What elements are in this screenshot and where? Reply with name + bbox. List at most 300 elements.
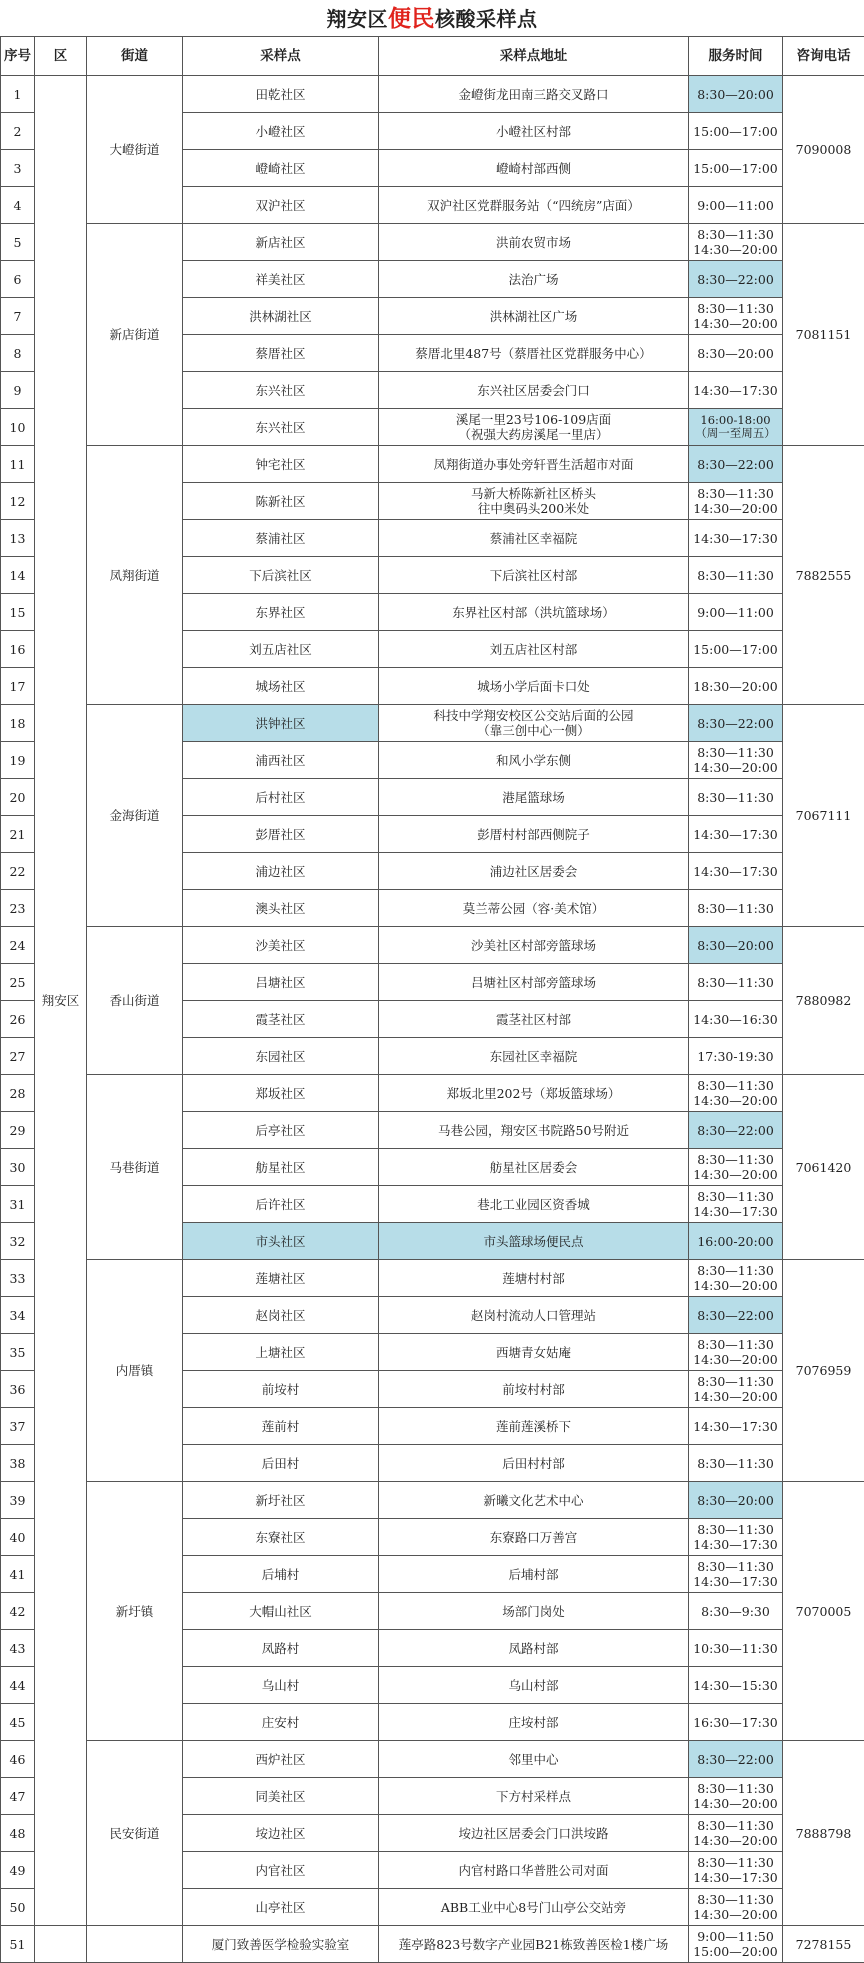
sampling-point: 彭厝社区 [183, 816, 379, 853]
sampling-point: 后田村 [183, 1445, 379, 1482]
time-line: 8:30—11:30 [691, 1456, 780, 1471]
address-line: 城场小学后面卡口处 [381, 679, 686, 694]
sampling-address [379, 1778, 689, 1815]
row-number: 47 [1, 1778, 35, 1815]
street-cell: 新店街道 [87, 224, 183, 446]
sampling-point: 东寮社区 [183, 1519, 379, 1556]
sampling-table [0, 36, 864, 1963]
sampling-point: 莲塘社区 [183, 1260, 379, 1297]
street-cell: 民安街道 [87, 1741, 183, 1926]
time-line: 8:30—11:30 [691, 1189, 780, 1204]
service-time [689, 594, 783, 631]
service-time [689, 816, 783, 853]
row-number: 3 [1, 150, 35, 187]
row-number: 11 [1, 446, 35, 483]
address-line: （靠三创中心一侧） [381, 723, 686, 738]
sampling-point: 后亭社区 [183, 1112, 379, 1149]
service-time [689, 1260, 783, 1297]
time-line: 14:30—17:30 [691, 864, 780, 879]
row-number: 15 [1, 594, 35, 631]
address-line: 洪前农贸市场 [381, 235, 686, 250]
sampling-address [379, 742, 689, 779]
time-line: 14:30—20:00 [691, 1093, 780, 1108]
sampling-address [379, 113, 689, 150]
time-line: 8:30—11:30 [691, 486, 780, 501]
address-line: 赵岗村流动人口管理站 [381, 1308, 686, 1323]
service-time [689, 1371, 783, 1408]
address-line: 刘五店社区村部 [381, 642, 686, 657]
row-number: 42 [1, 1593, 35, 1630]
row-number: 10 [1, 409, 35, 446]
sampling-point: 上塘社区 [183, 1334, 379, 1371]
phone-cell: 7882555 [783, 446, 864, 705]
time-line: 8:30—22:00 [691, 1123, 780, 1138]
sampling-point: 嶝崎社区 [183, 150, 379, 187]
time-line: 9:00—11:00 [691, 605, 780, 620]
address-line: 彭厝村村部西侧院子 [381, 827, 686, 842]
row-number: 41 [1, 1556, 35, 1593]
row-number: 14 [1, 557, 35, 594]
address-line: 莲亭路823号数字产业园B21栋致善医检1楼广场 [381, 1937, 686, 1952]
phone-cell: 7888798 [783, 1741, 864, 1926]
street-cell: 马巷街道 [87, 1075, 183, 1260]
street-cell: 大嶝街道 [87, 76, 183, 224]
address-line: 垵边社区居委会门口洪垵路 [381, 1826, 686, 1841]
service-time [689, 1482, 783, 1519]
sampling-address [379, 1889, 689, 1926]
time-line: 8:30—11:30 [691, 301, 780, 316]
sampling-point: 洪钟社区 [183, 705, 379, 742]
address-line: 莲塘村村部 [381, 1271, 686, 1286]
sampling-address [379, 372, 689, 409]
sampling-address [379, 446, 689, 483]
sampling-address [379, 1593, 689, 1630]
sampling-address [379, 779, 689, 816]
row-number: 28 [1, 1075, 35, 1112]
title-suffix: 核酸采样点 [435, 7, 538, 31]
sampling-point: 澳头社区 [183, 890, 379, 927]
table-row [1, 446, 864, 483]
address-line: 舫星社区居委会 [381, 1160, 686, 1175]
address-line: 金嶝街龙田南三路交叉路口 [381, 87, 686, 102]
time-line: 15:00—20:00 [691, 1944, 780, 1959]
sampling-address [379, 483, 689, 520]
address-line: 新曦文化艺术中心 [381, 1493, 686, 1508]
header-time: 服务时间 [689, 37, 783, 76]
time-line: 14:30—17:30 [691, 827, 780, 842]
time-line: 8:30—11:30 [691, 1781, 780, 1796]
header-address: 采样点地址 [379, 37, 689, 76]
row-number: 20 [1, 779, 35, 816]
address-line: ABB工业中心8号门山亭公交站旁 [381, 1900, 686, 1915]
service-time [689, 1334, 783, 1371]
sampling-address [379, 1667, 689, 1704]
header-street: 街道 [87, 37, 183, 76]
sampling-point: 乌山村 [183, 1667, 379, 1704]
sampling-address [379, 668, 689, 705]
sampling-point: 洪林湖社区 [183, 298, 379, 335]
address-line: 凤翔街道办事处旁轩晋生活超市对面 [381, 457, 686, 472]
time-line: 8:30—20:00 [691, 938, 780, 953]
address-line: 法治广场 [381, 272, 686, 287]
sampling-point: 山亭社区 [183, 1889, 379, 1926]
service-time [689, 1778, 783, 1815]
service-time [689, 150, 783, 187]
sampling-point: 后埔村 [183, 1556, 379, 1593]
time-line: 16:00-20:00 [691, 1234, 780, 1249]
header-point: 采样点 [183, 37, 379, 76]
sampling-point: 东兴社区 [183, 409, 379, 446]
sampling-address [379, 816, 689, 853]
street-cell: 凤翔街道 [87, 446, 183, 705]
time-line: 8:30—11:30 [691, 568, 780, 583]
table-row [1, 1926, 864, 1963]
time-line: 14:30—20:00 [691, 1278, 780, 1293]
sampling-address [379, 1075, 689, 1112]
row-number: 4 [1, 187, 35, 224]
service-time [689, 298, 783, 335]
service-time [689, 742, 783, 779]
time-line: 14:30—20:00 [691, 501, 780, 516]
service-time [689, 964, 783, 1001]
time-line: 8:30—22:00 [691, 272, 780, 287]
address-line: 港尾篮球场 [381, 790, 686, 805]
sampling-point: 大帽山社区 [183, 1593, 379, 1630]
row-number: 39 [1, 1482, 35, 1519]
sampling-point: 浦边社区 [183, 853, 379, 890]
time-line: 8:30—9:30 [691, 1604, 780, 1619]
service-time [689, 1297, 783, 1334]
time-line: 8:30—11:30 [691, 1855, 780, 1870]
address-line: 霞茎社区村部 [381, 1012, 686, 1027]
time-line: 8:30—11:30 [691, 1078, 780, 1093]
row-number: 34 [1, 1297, 35, 1334]
row-number: 6 [1, 261, 35, 298]
sampling-point: 霞茎社区 [183, 1001, 379, 1038]
time-line: 8:30—11:30 [691, 975, 780, 990]
sampling-address [379, 1112, 689, 1149]
service-time [689, 224, 783, 261]
service-time [689, 1408, 783, 1445]
table-header-row [1, 37, 864, 76]
row-number: 48 [1, 1815, 35, 1852]
row-number: 26 [1, 1001, 35, 1038]
sampling-address [379, 1408, 689, 1445]
row-number: 49 [1, 1852, 35, 1889]
time-line: 8:30—22:00 [691, 457, 780, 472]
row-number: 36 [1, 1371, 35, 1408]
service-time [689, 1815, 783, 1852]
service-time [689, 1519, 783, 1556]
sampling-point: 吕塘社区 [183, 964, 379, 1001]
sampling-address [379, 853, 689, 890]
sampling-point: 双沪社区 [183, 187, 379, 224]
time-line: 8:30—11:30 [691, 1522, 780, 1537]
time-line: 14:30—15:30 [691, 1678, 780, 1693]
sampling-point: 垵边社区 [183, 1815, 379, 1852]
time-line: 17:30-19:30 [691, 1049, 780, 1064]
row-number: 12 [1, 483, 35, 520]
service-time [689, 446, 783, 483]
row-number: 29 [1, 1112, 35, 1149]
address-line: 内官村路口华普胜公司对面 [381, 1863, 686, 1878]
row-number: 35 [1, 1334, 35, 1371]
row-number: 40 [1, 1519, 35, 1556]
sampling-point: 沙美社区 [183, 927, 379, 964]
sampling-point: 新店社区 [183, 224, 379, 261]
sampling-address [379, 298, 689, 335]
sampling-address [379, 927, 689, 964]
row-number: 43 [1, 1630, 35, 1667]
service-time [689, 1186, 783, 1223]
address-line: 场部门岗处 [381, 1604, 686, 1619]
service-time [689, 631, 783, 668]
time-line: 8:30—11:30 [691, 1559, 780, 1574]
phone-cell: 7081151 [783, 224, 864, 446]
time-line: 8:30—11:30 [691, 227, 780, 242]
sampling-address [379, 1630, 689, 1667]
header-no: 序号 [1, 37, 35, 76]
service-time [689, 1149, 783, 1186]
time-line: 9:00—11:50 [691, 1929, 780, 1944]
sampling-point: 后村社区 [183, 779, 379, 816]
sampling-point: 小嶝社区 [183, 113, 379, 150]
sampling-address [379, 1852, 689, 1889]
time-line: 9:00—11:00 [691, 198, 780, 213]
time-line: 8:30—22:00 [691, 1308, 780, 1323]
row-number: 50 [1, 1889, 35, 1926]
header-district: 区 [35, 37, 87, 76]
time-line: 15:00—17:00 [691, 642, 780, 657]
time-line: 14:30—16:30 [691, 1012, 780, 1027]
address-line: 蔡厝北里487号（蔡厝社区党群服务中心） [381, 346, 686, 361]
table-row [1, 224, 864, 261]
sampling-point: 蔡厝社区 [183, 335, 379, 372]
time-line: 14:30—17:30 [691, 531, 780, 546]
row-number: 5 [1, 224, 35, 261]
service-time [689, 1667, 783, 1704]
address-line: 后田村村部 [381, 1456, 686, 1471]
time-line: 14:30—20:00 [691, 1796, 780, 1811]
time-line: 8:30—11:30 [691, 1337, 780, 1352]
sampling-address [379, 594, 689, 631]
sampling-address [379, 1445, 689, 1482]
table-row [1, 1482, 864, 1519]
time-line: 8:30—11:30 [691, 901, 780, 916]
row-number: 19 [1, 742, 35, 779]
street-cell: 新圩镇 [87, 1482, 183, 1741]
time-line: 14:30—20:00 [691, 1167, 780, 1182]
sampling-point: 同美社区 [183, 1778, 379, 1815]
phone-cell: 7278155 [783, 1926, 864, 1963]
address-line: 科技中学翔安校区公交站后面的公园 [381, 708, 686, 723]
service-time [689, 187, 783, 224]
service-time [689, 483, 783, 520]
address-line: 蔡浦社区幸福院 [381, 531, 686, 546]
time-line: 14:30—20:00 [691, 1907, 780, 1922]
sampling-address [379, 1297, 689, 1334]
service-time [689, 1593, 783, 1630]
row-number: 8 [1, 335, 35, 372]
address-line: 莫兰蒂公园（容·美术馆） [381, 901, 686, 916]
street-cell-empty [87, 1926, 183, 1963]
sampling-point: 刘五店社区 [183, 631, 379, 668]
time-line: （周一至周五） [691, 427, 780, 440]
sampling-address [379, 890, 689, 927]
address-line: 后埔村部 [381, 1567, 686, 1582]
sampling-address [379, 1815, 689, 1852]
sampling-address [379, 1186, 689, 1223]
sampling-point: 下后滨社区 [183, 557, 379, 594]
address-line: 下方村采样点 [381, 1789, 686, 1804]
row-number: 30 [1, 1149, 35, 1186]
sampling-point: 钟宅社区 [183, 446, 379, 483]
time-line: 16:00-18:00 [691, 414, 780, 427]
row-number: 38 [1, 1445, 35, 1482]
address-line: 溪尾一里23号106-109店面 [381, 412, 686, 427]
phone-cell: 7076959 [783, 1260, 864, 1482]
sampling-point: 新圩社区 [183, 1482, 379, 1519]
service-time [689, 668, 783, 705]
sampling-point: 西炉社区 [183, 1741, 379, 1778]
table-row [1, 705, 864, 742]
time-line: 14:30—20:00 [691, 1352, 780, 1367]
service-time [689, 1223, 783, 1260]
address-line: 下后滨社区村部 [381, 568, 686, 583]
table-row [1, 76, 864, 113]
service-time [689, 372, 783, 409]
time-line: 8:30—11:30 [691, 790, 780, 805]
sampling-address [379, 1704, 689, 1741]
address-line: 和风小学东侧 [381, 753, 686, 768]
sampling-address [379, 409, 689, 446]
address-line: 双沪社区党群服务站（“四统房”店面） [381, 198, 686, 213]
row-number: 13 [1, 520, 35, 557]
service-time [689, 890, 783, 927]
address-line: 前垵村村部 [381, 1382, 686, 1397]
street-cell: 金海街道 [87, 705, 183, 927]
service-time [689, 335, 783, 372]
address-line: 东寮路口万善宫 [381, 1530, 686, 1545]
address-line: 吕塘社区村部旁篮球场 [381, 975, 686, 990]
row-number: 51 [1, 1926, 35, 1963]
row-number: 16 [1, 631, 35, 668]
address-line: 马巷公园，翔安区书院路50号附近 [381, 1123, 686, 1138]
time-line: 8:30—11:30 [691, 745, 780, 760]
row-number: 37 [1, 1408, 35, 1445]
service-time [689, 557, 783, 594]
address-line: 小嶝社区村部 [381, 124, 686, 139]
service-time [689, 705, 783, 742]
time-line: 14:30—20:00 [691, 1389, 780, 1404]
sampling-address [379, 1926, 689, 1963]
row-number: 44 [1, 1667, 35, 1704]
sampling-address [379, 1001, 689, 1038]
address-line: 庄垵村部 [381, 1715, 686, 1730]
time-line: 8:30—20:00 [691, 87, 780, 102]
time-line: 16:30—17:30 [691, 1715, 780, 1730]
sampling-point: 厦门致善医学检验实验室 [183, 1926, 379, 1963]
row-number: 45 [1, 1704, 35, 1741]
address-line: 嶝崎村部西侧 [381, 161, 686, 176]
district-cell-empty [35, 1926, 87, 1963]
table-row [1, 1075, 864, 1112]
sampling-address [379, 1149, 689, 1186]
service-time [689, 927, 783, 964]
row-number: 21 [1, 816, 35, 853]
service-time [689, 1889, 783, 1926]
row-number: 33 [1, 1260, 35, 1297]
header-phone: 咨询电话 [783, 37, 864, 76]
address-line: 郑坂北里202号（郑坂篮球场） [381, 1086, 686, 1101]
service-time [689, 853, 783, 890]
time-line: 10:30—11:30 [691, 1641, 780, 1656]
time-line: 15:00—17:00 [691, 161, 780, 176]
address-line: 往中奥码头200米处 [381, 501, 686, 516]
phone-cell: 7880982 [783, 927, 864, 1075]
sampling-point: 蔡浦社区 [183, 520, 379, 557]
service-time [689, 520, 783, 557]
table-row [1, 1260, 864, 1297]
time-line: 8:30—11:30 [691, 1818, 780, 1833]
address-line: 乌山村部 [381, 1678, 686, 1693]
sampling-address [379, 520, 689, 557]
address-line: 浦边社区居委会 [381, 864, 686, 879]
table-row [1, 927, 864, 964]
row-number: 7 [1, 298, 35, 335]
title-highlight: 便民 [388, 5, 435, 32]
address-line: 东园社区幸福院 [381, 1049, 686, 1064]
time-line: 14:30—17:30 [691, 1537, 780, 1552]
service-time [689, 1038, 783, 1075]
sampling-point: 东兴社区 [183, 372, 379, 409]
street-cell: 内厝镇 [87, 1260, 183, 1482]
time-line: 8:30—11:30 [691, 1152, 780, 1167]
time-line: 14:30—20:00 [691, 316, 780, 331]
sampling-address [379, 224, 689, 261]
row-number: 23 [1, 890, 35, 927]
time-line: 14:30—20:00 [691, 760, 780, 775]
address-line: 东界社区村部（洪坑篮球场） [381, 605, 686, 620]
sampling-address [379, 335, 689, 372]
row-number: 31 [1, 1186, 35, 1223]
time-line: 15:00—17:00 [691, 124, 780, 139]
sampling-point: 城场社区 [183, 668, 379, 705]
title-prefix: 翔安区 [327, 7, 389, 31]
phone-cell: 7090008 [783, 76, 864, 224]
page-title [0, 0, 864, 36]
address-line: 西塘青女姑庵 [381, 1345, 686, 1360]
sampling-point: 舫星社区 [183, 1149, 379, 1186]
row-number: 18 [1, 705, 35, 742]
row-number: 17 [1, 668, 35, 705]
time-line: 14:30—17:30 [691, 383, 780, 398]
sampling-address [379, 557, 689, 594]
time-line: 8:30—20:00 [691, 1493, 780, 1508]
address-line: 东兴社区居委会门口 [381, 383, 686, 398]
row-number: 25 [1, 964, 35, 1001]
sampling-point: 市头社区 [183, 1223, 379, 1260]
sampling-address [379, 150, 689, 187]
service-time [689, 779, 783, 816]
sampling-address [379, 631, 689, 668]
sampling-address [379, 1260, 689, 1297]
sampling-point: 凤路村 [183, 1630, 379, 1667]
time-line: 18:30—20:00 [691, 679, 780, 694]
time-line: 14:30—20:00 [691, 242, 780, 257]
address-line: 洪林湖社区广场 [381, 309, 686, 324]
time-line: 8:30—11:30 [691, 1263, 780, 1278]
